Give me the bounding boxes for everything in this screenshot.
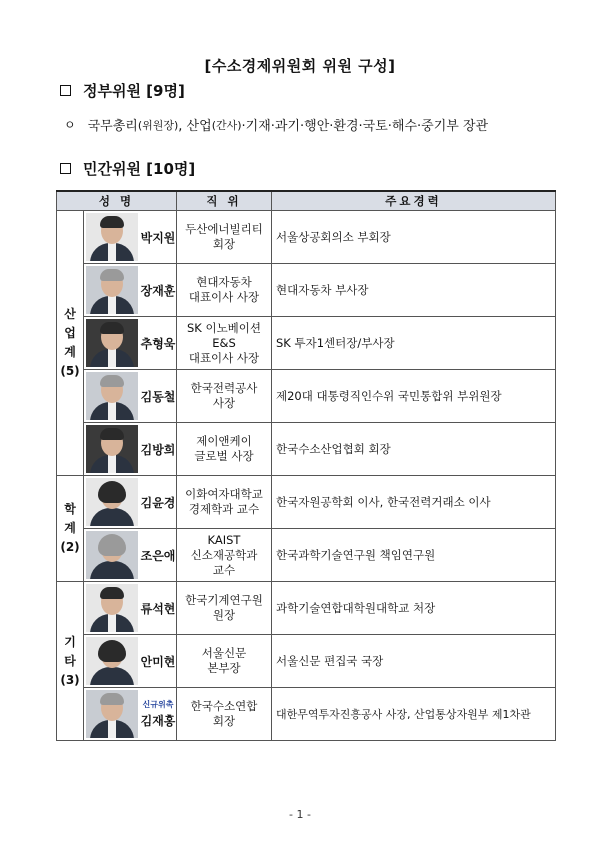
member-position: 한국기계연구원 원장 [177, 582, 272, 635]
gov-section-label: 정부위원 [9명] [83, 82, 185, 100]
member-career: 대한무역투자진흥공사 사장, 산업통상자원부 제1차관 [272, 688, 556, 741]
member-career: 현대자동차 부사장 [272, 264, 556, 317]
portrait-image [86, 319, 138, 367]
page-number: - 1 - [289, 808, 311, 821]
member-position: 한국수소연합 회장 [177, 688, 272, 741]
header-position: 직 위 [177, 191, 272, 211]
header-name: 성 명 [57, 191, 177, 211]
member-name: 김재홍 [140, 714, 176, 728]
table-row [57, 317, 556, 370]
member-career: 제20대 대통령직인수위 국민통합위 부위원장 [272, 370, 556, 423]
category-other: 기 타 (3) [57, 582, 84, 741]
document-title: [수소경제위원회 위원 구성] [204, 57, 396, 75]
civil-members-table [56, 190, 556, 741]
table-row [57, 423, 556, 476]
portrait-image [86, 266, 138, 314]
checkbox-icon [60, 163, 71, 174]
table-row [57, 264, 556, 317]
header-career: 주요경력 [272, 191, 556, 211]
portrait-image [86, 478, 138, 526]
table-row [57, 688, 556, 741]
new-appointee-badge: 신규위촉 [142, 700, 174, 709]
table-row [57, 370, 556, 423]
portrait-image [86, 425, 138, 473]
table-row [57, 476, 556, 529]
photo-cell [84, 211, 141, 264]
member-career: 서울상공회의소 부회장 [272, 211, 556, 264]
gov-members-line [64, 115, 488, 134]
member-name: 박지원 [140, 211, 177, 264]
member-career: 과학기술연합대학원대학교 처장 [272, 582, 556, 635]
photo-cell [84, 370, 141, 423]
table-row [57, 635, 556, 688]
member-name: 류석현 [140, 582, 177, 635]
bullet-icon: ㅇ [64, 118, 76, 132]
gov-line-part3: ·기재·과기·행안·환경·국토·해수·중기부 장관 [241, 119, 489, 134]
member-name: 조은애 [140, 529, 177, 582]
civil-section-label: 민간위원 [10명] [83, 160, 196, 178]
category-academia: 학 계 (2) [57, 476, 84, 582]
category-industry: 산 업 계 (5) [57, 211, 84, 476]
member-position: 이화여자대학교 경제학과 교수 [177, 476, 272, 529]
portrait-image [86, 213, 138, 261]
member-name: 안미현 [140, 635, 177, 688]
table-header-row [57, 191, 556, 211]
member-position: 한국전력공사 사장 [177, 370, 272, 423]
portrait-image [86, 584, 138, 632]
member-position: 서울신문 본부장 [177, 635, 272, 688]
member-career: 한국과학기술연구원 책임연구원 [272, 529, 556, 582]
photo-cell [84, 582, 141, 635]
civil-section-heading [60, 158, 195, 179]
checkbox-icon [60, 85, 71, 96]
photo-cell [84, 423, 141, 476]
gov-line-part1: 국무총리 [87, 119, 138, 134]
member-name: 김동철 [140, 370, 177, 423]
photo-cell [84, 317, 141, 370]
member-career: 한국수소산업협회 회장 [272, 423, 556, 476]
member-name: 장재훈 [140, 264, 177, 317]
gov-line-part2: , 산업 [178, 119, 212, 134]
table-row [57, 211, 556, 264]
member-name: 추형욱 [140, 317, 177, 370]
gov-line-note1: (위원장) [137, 118, 179, 132]
table-row [57, 529, 556, 582]
portrait-image [86, 690, 138, 738]
member-position: KAIST 신소재공학과 교수 [177, 529, 272, 582]
member-position: 현대자동차 대표이사 사장 [177, 264, 272, 317]
member-career: SK 투자1센터장/부사장 [272, 317, 556, 370]
table-row [57, 582, 556, 635]
member-position: 두산에너빌리티 회장 [177, 211, 272, 264]
photo-cell [84, 476, 141, 529]
member-position: SK 이노베이션 E&S 대표이사 사장 [177, 317, 272, 370]
photo-cell [84, 264, 141, 317]
portrait-image [86, 372, 138, 420]
photo-cell [84, 635, 141, 688]
member-name: 김방희 [140, 423, 177, 476]
gov-line-note2: (간사) [211, 118, 242, 132]
gov-section-heading [60, 80, 185, 101]
member-career: 서울신문 편집국 국장 [272, 635, 556, 688]
member-career: 한국자원공학회 이사, 한국전력거래소 이사 [272, 476, 556, 529]
portrait-image [86, 637, 138, 685]
photo-cell [84, 688, 141, 741]
member-position: 제이앤케이 글로벌 사장 [177, 423, 272, 476]
member-name: 김윤경 [140, 476, 177, 529]
member-name-cell [140, 688, 177, 741]
photo-cell [84, 529, 141, 582]
portrait-image [86, 531, 138, 579]
